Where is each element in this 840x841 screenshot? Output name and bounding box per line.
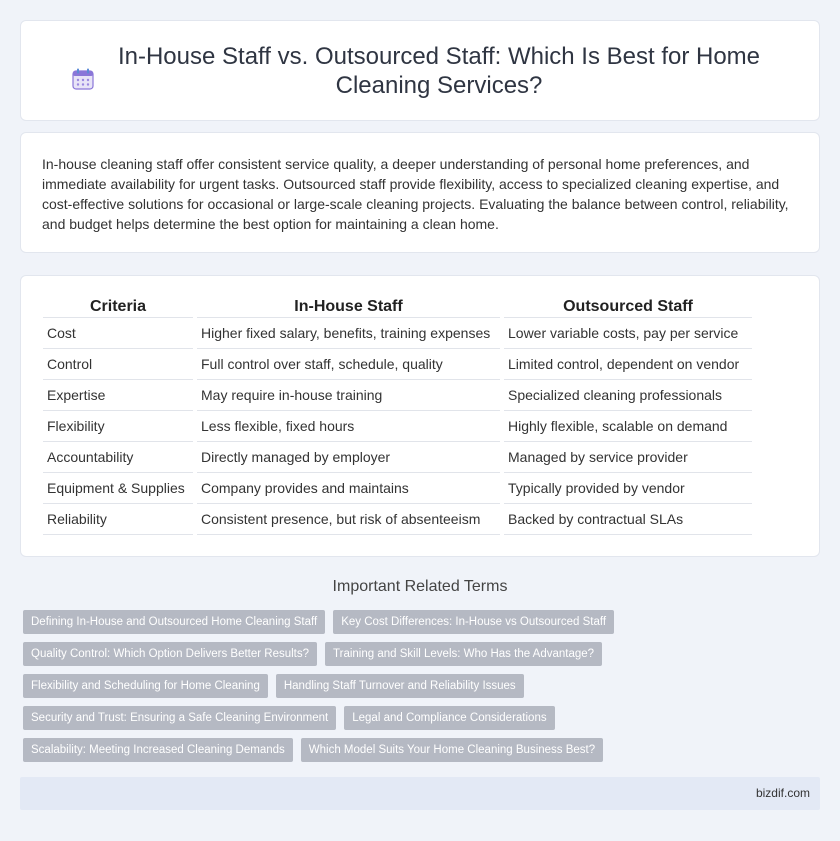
- page-title: In-House Staff vs. Outsourced Staff: Which Is Best for Home Cleaning Services?: [117, 42, 761, 99]
- table-row: [43, 504, 752, 535]
- related-terms-tags: [23, 610, 823, 770]
- related-terms-title: Important Related Terms: [332, 578, 508, 595]
- table-row: [43, 442, 752, 473]
- comparison-table: [39, 296, 756, 535]
- cell-criteria: Reliability: [43, 504, 193, 535]
- related-term-tag[interactable]: Security and Trust: Ensuring a Safe Cleaning Environment: [23, 706, 336, 730]
- cell-outsourced: Backed by contractual SLAs: [504, 504, 752, 535]
- header-outsourced: Outsourced Staff: [504, 296, 752, 318]
- tag-row: [23, 674, 823, 698]
- related-term-tag[interactable]: Which Model Suits Your Home Cleaning Business Best?: [301, 738, 603, 762]
- cell-criteria: Equipment & Supplies: [43, 473, 193, 504]
- cell-outsourced: Managed by service provider: [504, 442, 752, 473]
- footer-site-link[interactable]: bizdif.com: [755, 786, 810, 800]
- table-row: [43, 411, 752, 442]
- cell-criteria: Flexibility: [43, 411, 193, 442]
- related-term-tag[interactable]: Legal and Compliance Considerations: [344, 706, 554, 730]
- cell-in-house: Company provides and maintains: [197, 473, 500, 504]
- cell-criteria: Accountability: [43, 442, 193, 473]
- related-term-tag[interactable]: Key Cost Differences: In-House vs Outsourced Staff: [333, 610, 614, 634]
- cell-in-house: Higher fixed salary, benefits, training expenses: [197, 318, 500, 349]
- summary-text: In-house cleaning staff offer consistent service quality, a deeper understanding of personal home preferences, and immediate availability for urgent tasks. Outsourced staff provide flexibility, access to specialized cleaning expertise, and cost-effective solutions for occasional or large-scale cleaning projects. Evaluating the balance between control, reliability, and budget helps determine the best option for maintaining a clean home.: [42, 156, 789, 232]
- cell-criteria: Cost: [43, 318, 193, 349]
- table-row: [43, 473, 752, 504]
- related-term-tag[interactable]: Defining In-House and Outsourced Home Cleaning Staff: [23, 610, 325, 634]
- cell-outsourced: Typically provided by vendor: [504, 473, 752, 504]
- footer: [20, 777, 820, 810]
- related-term-tag[interactable]: Handling Staff Turnover and Reliability Issues: [276, 674, 524, 698]
- table-row: [43, 318, 752, 349]
- cell-outsourced: Highly flexible, scalable on demand: [504, 411, 752, 442]
- cell-criteria: Control: [43, 349, 193, 380]
- table-header-row: [43, 296, 752, 318]
- header-inner: [60, 42, 780, 100]
- cell-in-house: Consistent presence, but risk of absenteeism: [197, 504, 500, 535]
- cell-in-house: May require in-house training: [197, 380, 500, 411]
- related-term-tag[interactable]: Flexibility and Scheduling for Home Cleaning: [23, 674, 268, 698]
- summary-card: [20, 132, 820, 253]
- tag-row: [23, 610, 823, 634]
- cell-outsourced: Lower variable costs, pay per service: [504, 318, 752, 349]
- cell-criteria: Expertise: [43, 380, 193, 411]
- related-term-tag[interactable]: Training and Skill Levels: Who Has the Advantage?: [325, 642, 602, 666]
- cell-outsourced: Limited control, dependent on vendor: [504, 349, 752, 380]
- header-criteria: Criteria: [43, 296, 193, 318]
- calendar-icon: [71, 67, 95, 91]
- cell-in-house: Less flexible, fixed hours: [197, 411, 500, 442]
- tag-row: [23, 642, 823, 666]
- cell-in-house: Full control over staff, schedule, quality: [197, 349, 500, 380]
- header-in-house: In-House Staff: [197, 296, 500, 318]
- table-row: [43, 380, 752, 411]
- cell-in-house: Directly managed by employer: [197, 442, 500, 473]
- cell-outsourced: Specialized cleaning professionals: [504, 380, 752, 411]
- tag-row: [23, 738, 823, 762]
- tag-row: [23, 706, 823, 730]
- related-term-tag[interactable]: Scalability: Meeting Increased Cleaning Demands: [23, 738, 293, 762]
- related-term-tag[interactable]: Quality Control: Which Option Delivers Better Results?: [23, 642, 317, 666]
- header-card: [20, 20, 820, 121]
- comparison-table-card: [20, 275, 820, 557]
- table-row: [43, 349, 752, 380]
